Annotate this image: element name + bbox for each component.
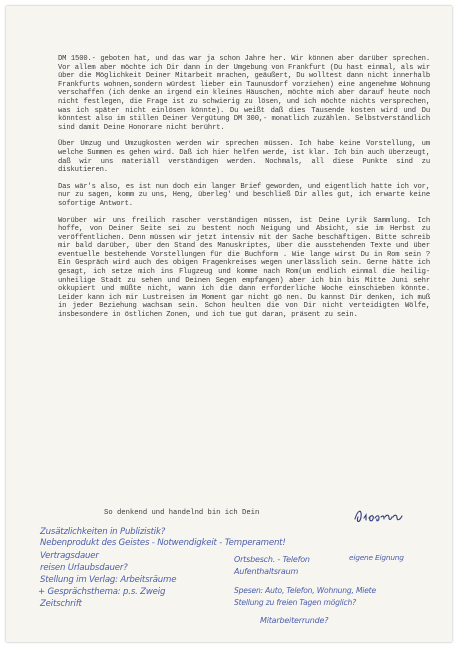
note-4: reisen Urlaubsdauer? — [40, 563, 128, 573]
note-7: Zeitschrift — [40, 599, 82, 609]
paragraph-3: Das wär's also, es ist nun doch ein langer Brief geworden, und eigentlich hatte ich vor, nur zu sagen, komm zu uns, Heng, überleg' und beschließ Dir alles gut, ich erwarte keine sofortige Antwort. — [58, 182, 430, 208]
note-13: Mitarbeiterrunde? — [260, 616, 329, 625]
note-12: Stellung zu freien Tagen möglich? — [234, 598, 356, 607]
note-5: Stellung im Verlag: Arbeitsräume — [40, 575, 177, 585]
paragraph-2: Über Umzug und Umzugkosten werden wir sprechen müssen. Ich habe keine Vorstellung, um welche Summen es gehen wird. Daß ich hier helfen werde, ist klar. Ich bin auch überzeugt, daß wir uns materiäll verständigen werden. Nochmals, all diese Punkte sind zu diskutieren. — [58, 140, 430, 175]
letter-body — [58, 55, 430, 328]
note-10: eigene Eignung — [349, 553, 404, 562]
note-3: Vertragsdauer — [40, 551, 99, 561]
note-9: Aufenthaltsraum — [234, 567, 299, 576]
note-11: Spesen: Auto, Telefon, Wohnung, Miete — [234, 586, 376, 595]
paragraph-1: DM 1500.- geboten hat, und das war ja schon Jahre her. Wir können aber darüber sprechen. Vor allem aber möchte ich Dir dann in der Umgebung von Frankfurt (Du hast einmal, als wir über die Möglichkeit Deiner Mitarbeit mrachen, geäußert, Du wolltest dann nicht innerhalb Frankfurts wohnen,sondern würdest lieber ein Taunusdorf vorziehen) eine angenehme Wohnung verschaffen (ich denke an irgend ein kleines Häuschen, möchte mich aber darauf heute noch nicht festlegen, die Frage ist zu schwierig zu lösen, und ich möchte nichts versprechen, was ich später nicht einlösen könnte). Du weißt daß dies Tausende kosten wird und Du könntest also im stillen Deiner Vergütung DM 300,- monatlich zuzählen. Selbstverständlich sind damit Deine Honorare nicht berührt. — [58, 55, 430, 132]
note-6: + Gesprächsthema: p.s. Zweig — [38, 587, 166, 597]
paragraph-4: Worüber wir uns freilich rascher verständigen müssen, ist Deine Lyrik Sammlung. Ich hoffe, von Deiner Seite sei zu bestent noch Neigung und Absicht, sie im Herbst zu veröffentlichen. Denn müssen wir jetzt intensiv mit der Sache beschäftigen. Bitte schreib mir bald darüber, über den Stand des Manuskriptes, über die ausstehenden Texte und über eventuelle bestehende Vorstellungen für die Buchform . Wie lange wirst Du in Rom sein ? Ein Gespräch wird auch des obigen Fragenkreises wegen unerlässlich sein. Gerne hätte ich gesagt, ich setze mich ins Flugzeug und komme nach Rom(um endlich einmal die heilig-unheilige Stadt zu sehen und Deinen Segen empfangen) aber ich bin bis Mitte Juni sehr okkupiert und müßte nicht, wann ich die dann erforderliche Woche einschieben könnte. Leider kann ich mir Lustreisen im Moment gar nicht gö nen. Du kannst Dir denken, ich muß in jeder Beziehung wachsam sein. Schon heulten die von Dir nicht verteidigten Wölfe, insbesondere in östlichen Zonen, und ich tue gut daran, präsent zu sein. — [58, 216, 430, 320]
note-1: Zusätzlichkeiten in Publizistik? — [40, 527, 166, 537]
closing-line: So denkend und handelnd bin ich Dein — [104, 509, 260, 517]
handwritten-signature — [352, 505, 412, 527]
note-8: Ortsbesch. - Telefon — [234, 555, 310, 564]
note-2: Nebenprodukt des Geistes - Notwendigkeit - Temperament! — [40, 538, 286, 548]
